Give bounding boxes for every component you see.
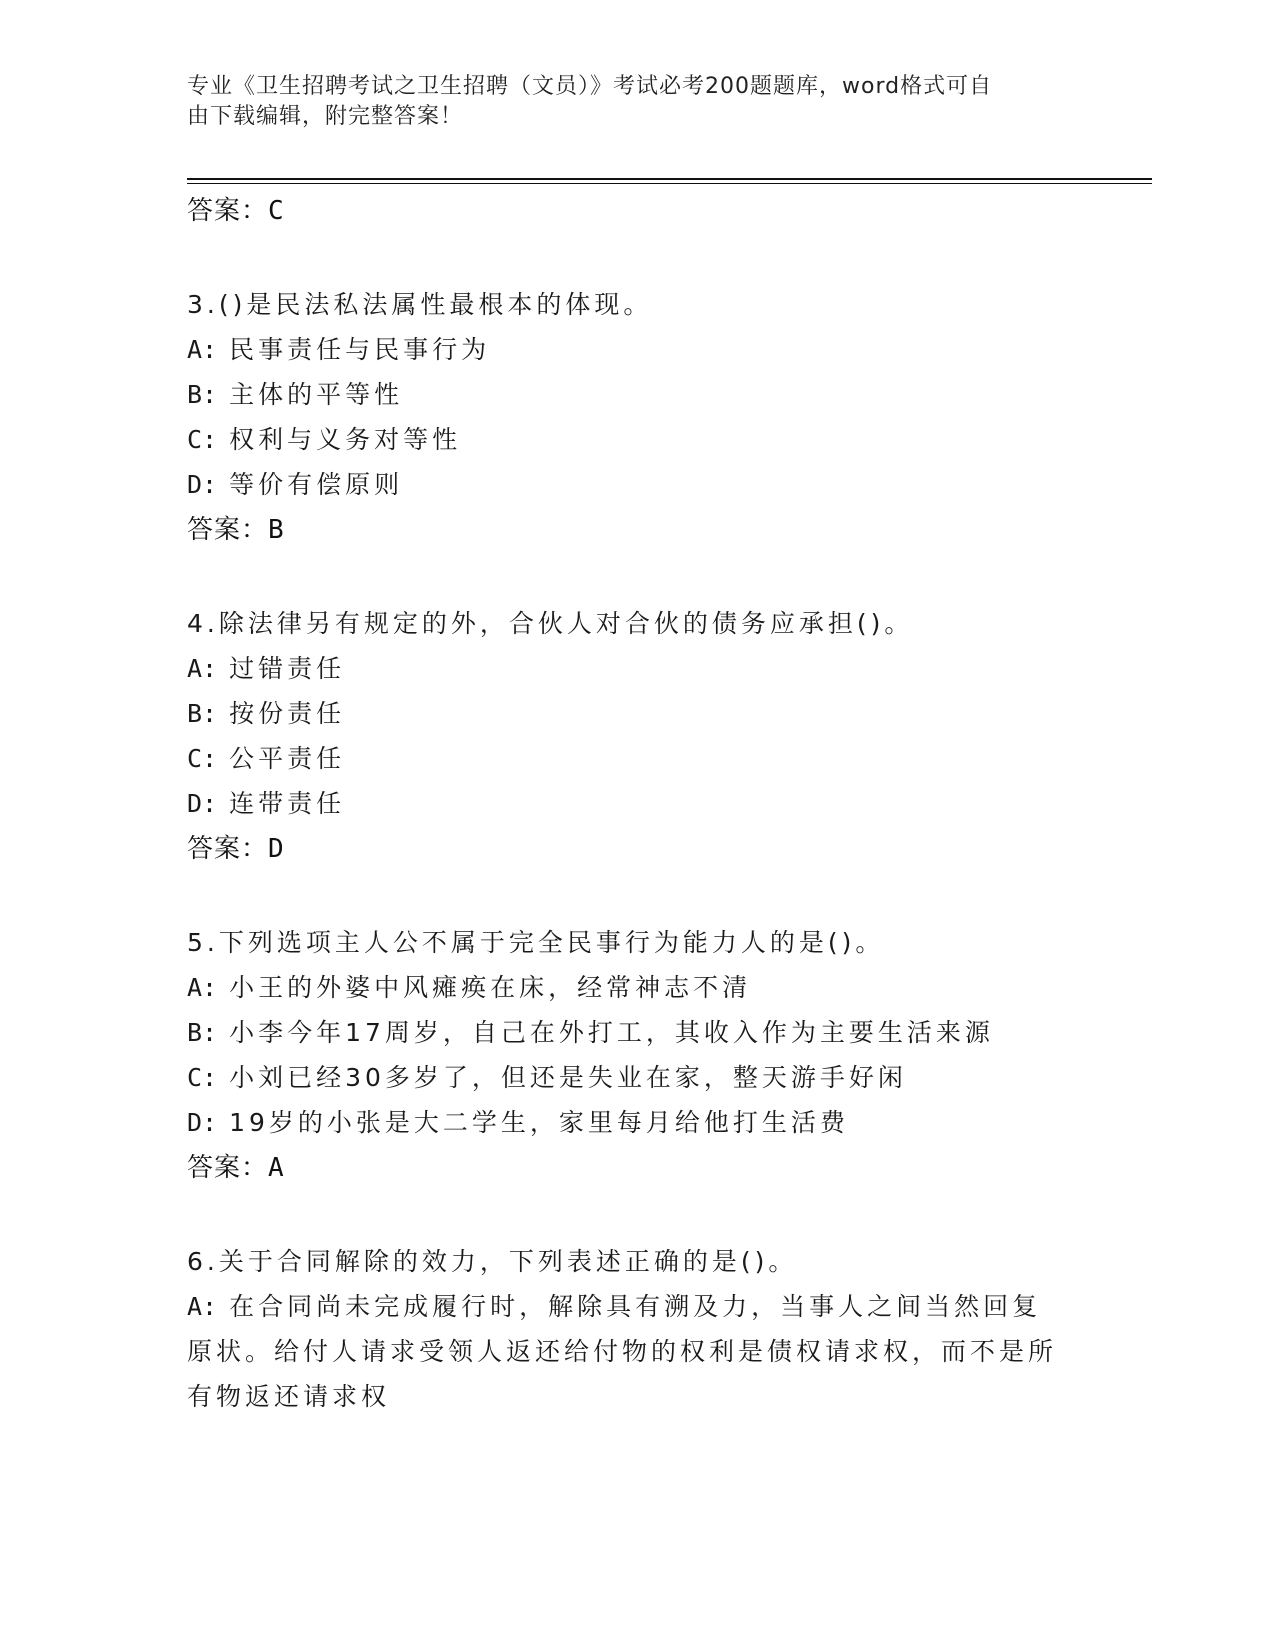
option-a: [187, 327, 1067, 372]
option-text: 小王的外婆中风瘫痪在床，经常神志不清: [229, 973, 752, 1002]
answer-value: B: [268, 515, 285, 545]
header-line-2: 由下载编辑，附完整答案！: [187, 104, 464, 129]
option-text: 民事责任与民事行为: [229, 335, 491, 364]
option-d: [187, 1100, 1067, 1145]
option-letter: B:: [187, 1018, 218, 1047]
option-text: 连带责任: [229, 789, 346, 818]
option-letter: A:: [187, 335, 218, 364]
option-b: [187, 691, 1067, 736]
question-stem: 5.下列选项主人公不属于完全民事行为能力人的是()。: [187, 928, 885, 957]
answer-value: D: [268, 834, 285, 864]
option-a: [187, 965, 1067, 1010]
option-text: 小刘已经30多岁了，但还是失业在家，整天游手好闲: [229, 1063, 907, 1092]
question-block: [187, 920, 1067, 1191]
option-letter: A:: [187, 973, 218, 1002]
question-stem: 3.()是民法私法属性最根本的体现。: [187, 290, 653, 319]
option-text: 公平责任: [229, 744, 346, 773]
answer-prefix: 答案：: [187, 515, 269, 545]
option-letter: C:: [187, 1063, 218, 1092]
option-b: [187, 372, 1067, 417]
question-stem: 4.除法律另有规定的外，合伙人对合伙的债务应承担()。: [187, 609, 914, 638]
header-rule-thick: [187, 178, 1152, 180]
option-text: 19岁的小张是大二学生，家里每月给他打生活费: [229, 1108, 849, 1137]
option-letter: D:: [187, 470, 218, 499]
option-text: 等价有偿原则: [229, 470, 404, 499]
question-block: [187, 601, 1067, 872]
option-letter: D:: [187, 789, 218, 818]
spacer: [187, 234, 1067, 282]
answer-line: [187, 1145, 1067, 1191]
answer-prefix: 答案：: [187, 1153, 269, 1183]
option-letter: C:: [187, 744, 218, 773]
option-c: [187, 736, 1067, 781]
header-rule-thin: [187, 183, 1152, 184]
document-header: [187, 72, 1067, 132]
answer-prefix: 答案：: [187, 196, 269, 226]
option-c: [187, 417, 1067, 462]
option-letter: A:: [187, 1292, 218, 1321]
answer-line: [187, 507, 1067, 553]
answer-line: [187, 188, 1067, 234]
option-text: 过错责任: [229, 654, 346, 683]
option-text: 在合同尚未完成履行时，解除具有溯及力，当事人之间当然回复原状。给付人请求受领人返还给付物的权利是债权请求权，而不是所有物返还请求权: [187, 1292, 1058, 1411]
spacer: [187, 872, 1067, 920]
option-text: 小李今年17周岁，自己在外打工，其收入作为主要生活来源: [229, 1018, 994, 1047]
option-b: [187, 1010, 1067, 1055]
answer-prefix: 答案：: [187, 834, 269, 864]
header-line-1: 专业《卫生招聘考试之卫生招聘（文员）》考试必考200题题库，word格式可自: [187, 74, 993, 99]
option-letter: D:: [187, 1108, 218, 1137]
option-d: [187, 781, 1067, 826]
answer-line: [187, 826, 1067, 872]
option-a: [187, 1284, 1067, 1419]
option-letter: B:: [187, 699, 218, 728]
spacer: [187, 553, 1067, 601]
question-stem: 6.关于合同解除的效力，下列表述正确的是()。: [187, 1247, 798, 1276]
option-d: [187, 462, 1067, 507]
question-block: [187, 282, 1067, 553]
spacer: [187, 1191, 1067, 1239]
option-text: 主体的平等性: [229, 380, 404, 409]
answer-value: C: [268, 196, 285, 226]
option-letter: C:: [187, 425, 218, 454]
option-a: [187, 646, 1067, 691]
option-letter: A:: [187, 654, 218, 683]
option-letter: B:: [187, 380, 218, 409]
option-text: 按份责任: [229, 699, 346, 728]
question-list: [187, 188, 1067, 1419]
answer-value: A: [268, 1153, 285, 1183]
option-text: 权利与义务对等性: [229, 425, 462, 454]
question-block: [187, 1239, 1067, 1419]
option-c: [187, 1055, 1067, 1100]
